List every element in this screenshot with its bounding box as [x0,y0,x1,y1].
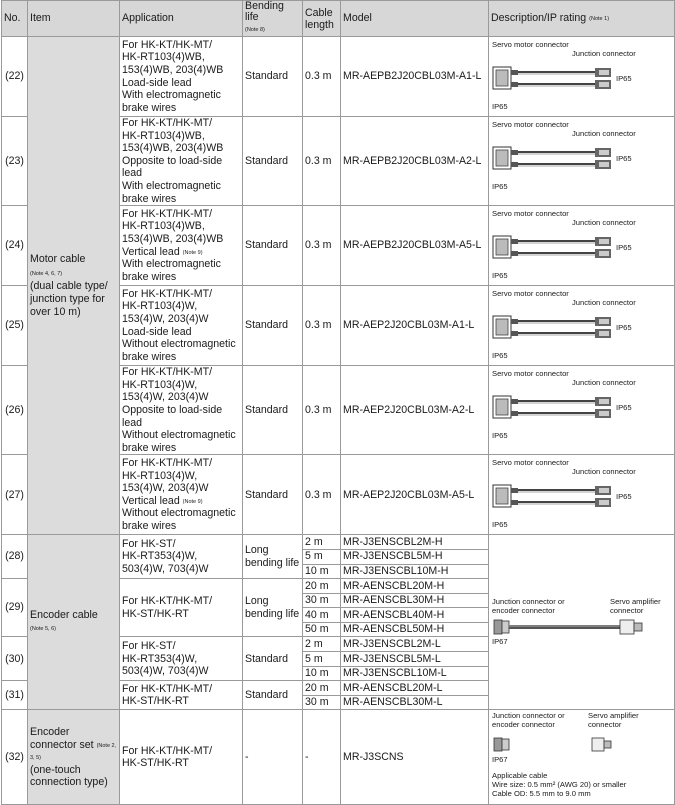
bending-life-cell: - [243,710,303,805]
cable-od-text: Cable OD: 5.5 mm to 9.0 mm [492,789,591,799]
description-cell [489,455,675,535]
bending-life-cell: Standard [243,117,303,206]
model-cell: MR-AEP2J20CBL03M-A2-L [341,366,489,455]
header-model: Model [341,1,489,37]
row-number: (29) [2,579,28,637]
bending-life-cell: Standard [243,37,303,117]
servo-motor-connector-label: Servo motor connector [492,120,569,129]
ip-rating-servo: IP65 [492,351,508,361]
junction-connector-label: Junction connector [572,467,636,477]
row-number: (22) [2,37,28,117]
application-cell: For HK-KT/HK-MT/ HK-RT103(4)W, 153(4)W, 203(4)W Vertical lead $^{(Note 9)}$ Without electromagnetic brake wires [120,455,243,535]
motor-cable-diagram [492,390,662,430]
model-cell: MR-J3ENSCBL2M-H [341,535,489,550]
cable-length-cell: 0.3 m [303,366,341,455]
ip-rating: IP67 [492,755,508,765]
group-sub: (dual cable type/ junction type for over 10 m) [30,280,108,318]
cable-length-cell: 2 m [303,637,341,652]
header-bending-life: Bending life (Note 8) [243,1,303,37]
row-number: (24) [2,206,28,286]
ip-rating-servo: IP65 [492,271,508,281]
row-number: (27) [2,455,28,535]
cable-length-cell: 0.3 m [303,286,341,366]
cable-length-cell: 5 m [303,549,341,564]
connector-set-description-cell [489,710,675,805]
model-cell: MR-J3ENSCBL5M-H [341,549,489,564]
model-cell: MR-AEP2J20CBL03M-A5-L [341,455,489,535]
connector-set-diagram [492,737,662,753]
group-sub: (one-touch connection type) [30,763,108,789]
junction-connector-label: Junction connector [572,218,636,228]
cable-length-cell: 0.3 m [303,206,341,286]
application-cell: For HK-KT/HK-MT/ HK-RT103(4)W, 153(4)W, 203(4)W Opposite to load-side lead Without electromagnetic brake wires [120,366,243,455]
application-cell: For HK-KT/HK-MT/ HK-ST/HK-RT [120,710,243,805]
servo-amplifier-connector-label: Servo amplifier connector [610,597,661,615]
description-cell [489,366,675,455]
application-cell: For HK-KT/HK-MT/ HK-ST/HK-RT [120,681,243,710]
row-number: (32) [2,710,28,805]
row-number: (23) [2,117,28,206]
cable-length-cell: 50 m [303,622,341,637]
model-cell: MR-J3SCNS [341,710,489,805]
motor-cable-diagram [492,61,662,101]
encoder-cable-row [2,535,675,550]
header-application: Application [120,1,243,37]
junction-connector-label: Junction connector [572,298,636,308]
model-cell: MR-J3ENSCBL10M-H [341,564,489,579]
application-cell: For HK-KT/HK-MT/ HK-RT103(4)WB, 153(4)WB, 203(4)WB Opposite to load-side lead With electromagnetic brake wires [120,117,243,206]
bending-life-cell: Standard [243,637,303,681]
cable-length-cell: 2 m [303,535,341,550]
junction-connector-label: Junction connector or encoder connector [492,597,565,615]
description-cell [489,37,675,117]
wire-size-text: Wire size: 0.5 mm² (AWG 20) or smaller [492,780,627,790]
application-cell: For HK-ST/ HK-RT353(4)W, 503(4)W, 703(4)W [120,535,243,579]
row-number: (31) [2,681,28,710]
description-cell [489,206,675,286]
header-no: No. [2,1,28,37]
cable-length-cell: 0.3 m [303,455,341,535]
header-cable-length: Cable length [303,1,341,37]
model-cell: MR-AENSCBL30M-H [341,593,489,608]
application-cell: For HK-KT/HK-MT/ HK-RT103(4)WB, 153(4)WB, 203(4)WB Vertical lead $^{(Note 9)}$ With electromagnetic brake wires [120,206,243,286]
model-cell: MR-AEPB2J20CBL03M-A5-L [341,206,489,286]
ip-rating-junction: IP65 [616,74,632,83]
model-cell: MR-J3ENSCBL10M-L [341,666,489,681]
cable-length-cell: 30 m [303,593,341,608]
cable-length-cell: 10 m [303,564,341,579]
model-cell: MR-AENSCBL40M-H [341,608,489,623]
ip-rating-junction: IP65 [616,492,632,502]
model-cell: MR-AEPB2J20CBL03M-A1-L [341,37,489,117]
motor-cable-diagram [492,479,662,519]
bending-life-cell: Standard [243,286,303,366]
cable-length-cell: 0.3 m [303,117,341,206]
group-note: (Note 2, 3, 5) [30,742,117,762]
row-number: (30) [2,637,28,681]
bending-life-cell: Standard [243,455,303,535]
servo-motor-connector-label: Servo motor connector [492,369,569,379]
header-description: Description/IP rating $^{(Note 1)}$ [489,1,675,37]
group-name: Encoder connector set [30,725,94,751]
connector-set-group-cell [28,710,120,805]
cable-spec-table [1,0,675,805]
group-name: Encoder cable [30,608,98,621]
application-cell: For HK-KT/HK-MT/ HK-RT103(4)W, 153(4)W, 203(4)W Load-side lead Without electromagnetic brake wires [120,286,243,366]
group-name: Motor cable [30,253,86,266]
application-cell: For HK-ST/ HK-RT353(4)W, 503(4)W, 703(4)W [120,637,243,681]
encoder-cable-diagram [492,617,662,637]
model-cell: MR-AENSCBL50M-H [341,622,489,637]
servo-motor-connector-label: Servo motor connector [492,289,569,299]
model-cell: MR-AENSCBL30M-L [341,695,489,710]
applicable-cable-label: Applicable cable [492,771,548,781]
cable-length-cell: 10 m [303,666,341,681]
motor-cable-group-cell [28,37,120,535]
motor-cable-row [2,37,675,117]
ip-rating: IP67 [492,637,508,647]
encoder-connector-set-row [2,710,675,805]
cable-length-cell: 40 m [303,608,341,623]
encoder-description-cell [489,535,675,710]
model-cell: MR-J3ENSCBL2M-L [341,637,489,652]
ip-rating-servo: IP65 [492,431,508,441]
group-note: (Note 5, 6) [30,626,56,633]
servo-motor-connector-label: Servo motor connector [492,458,569,468]
ip-rating-junction: IP65 [616,154,632,163]
application-cell: For HK-KT/HK-MT/ HK-RT103(4)WB, 153(4)WB, 203(4)WB Load-side lead With electromagnetic brake wires [120,37,243,117]
model-cell: MR-AENSCBL20M-H [341,579,489,594]
ip-rating-servo: IP65 [492,182,508,191]
bending-life-cell: Long bending life [243,579,303,637]
cable-length-cell: 0.3 m [303,37,341,117]
motor-cable-diagram [492,230,662,270]
model-cell: MR-AENSCBL20M-L [341,681,489,696]
junction-connector-label: Junction connector [572,49,636,58]
junction-connector-label: Junction connector [572,129,636,138]
group-note: (Note 4, 6, 7) [30,270,63,277]
row-number: (28) [2,535,28,579]
row-number: (26) [2,366,28,455]
bending-life-cell: Standard [243,206,303,286]
application-cell: For HK-KT/HK-MT/ HK-ST/HK-RT [120,579,243,637]
description-cell [489,117,675,206]
ip-rating-junction: IP65 [616,403,632,413]
ip-rating-servo: IP65 [492,102,508,111]
ip-rating-junction: IP65 [616,323,632,333]
header-row [2,1,675,37]
servo-amplifier-connector-label: Servo amplifier connector [588,711,639,730]
model-cell: MR-AEP2J20CBL03M-A1-L [341,286,489,366]
junction-connector-label: Junction connector or encoder connector [492,711,565,730]
bending-life-cell: Long bending life [243,535,303,579]
header-item: Item [28,1,120,37]
cable-length-cell: 20 m [303,579,341,594]
model-cell: MR-J3ENSCBL5M-L [341,652,489,667]
encoder-cable-group-cell [28,535,120,710]
cable-length-cell: - [303,710,341,805]
model-cell: MR-AEPB2J20CBL03M-A2-L [341,117,489,206]
motor-cable-diagram [492,310,662,350]
row-number: (25) [2,286,28,366]
bending-life-cell: Standard [243,366,303,455]
servo-motor-connector-label: Servo motor connector [492,209,569,219]
cable-length-cell: 20 m [303,681,341,696]
cable-length-cell: 30 m [303,695,341,710]
ip-rating-junction: IP65 [616,243,632,253]
cable-length-cell: 5 m [303,652,341,667]
description-cell [489,286,675,366]
ip-rating-servo: IP65 [492,520,508,530]
junction-connector-label: Junction connector [572,378,636,388]
bending-life-cell: Standard [243,681,303,710]
motor-cable-diagram [492,141,662,181]
servo-motor-connector-label: Servo motor connector [492,40,569,49]
